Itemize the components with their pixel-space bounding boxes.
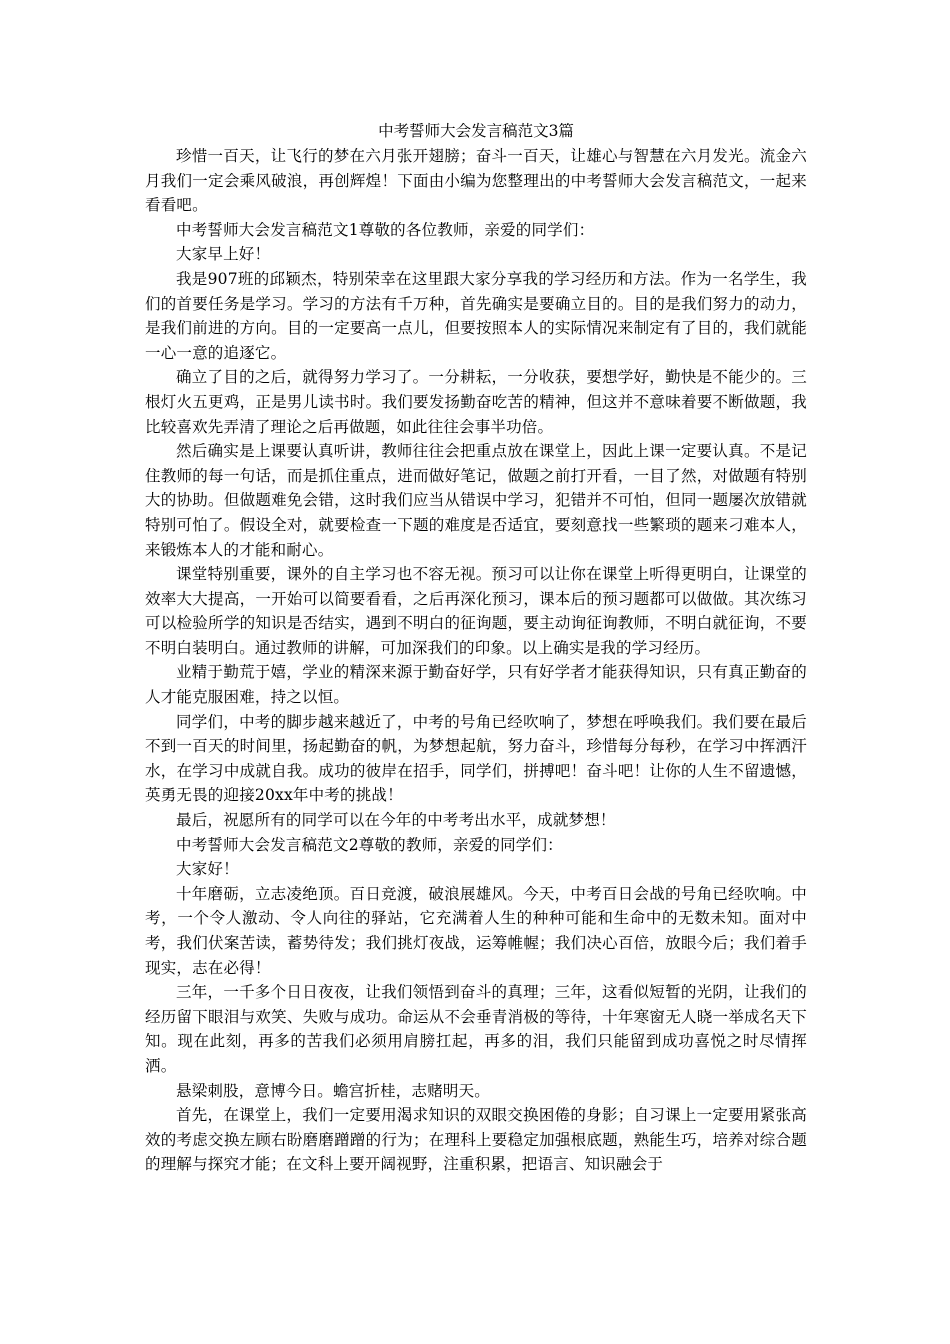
document-body	[145, 144, 807, 1177]
paragraph: 十年磨砺，立志凌绝顶。百日竞渡，破浪展雄风。今天，中考百日会战的号角已经吹响。中考，一个令人激动、令人向往的驿站，它充满着人生的种种可能和生命中的无数未知。面对中考，我们伏案苦读，蓄势待发；我们挑灯夜战，运筹帷幄；我们决心百倍，放眼今后；我们着手现实，志在必得！	[145, 884, 807, 977]
paragraph: 同学们，中考的脚步越来越近了，中考的号角已经吹响了，梦想在呼唤我们。我们要在最后不到一百天的时间里，扬起勤奋的帆，为梦想起航，努力奋斗，珍惜每分每秒，在学习中挥洒汗水，在学习中成就自我。成功的彼岸在招手，同学们，拼搏吧！奋斗吧！让你的人生不留遗憾，英勇无畏的迎接20xx年中考的挑战！	[145, 712, 807, 805]
paragraph: 首先，在课堂上，我们一定要用渴求知识的双眼交换困倦的身影；自习课上一定要用紧张高效的考虑交换左顾右盼磨磨蹭蹭的行为；在理科上要稳定加强根底题，熟能生巧，培养对综合题的理解与探究才能；在文科上要开阔视野，注重积累，把语言、知识融会于	[145, 1106, 807, 1174]
section-heading: 中考誓师大会发言稿范文2尊敬的教师，亲爱的同学们：	[176, 835, 563, 854]
paragraph: 悬梁刺股，意博今日。蟾宫折桂，志赌明天。	[176, 1081, 491, 1100]
paragraph: 三年，一千多个日日夜夜，让我们领悟到奋斗的真理；三年，这看似短暂的光阴，让我们的经历留下眼泪与欢笑、失败与成功。命运从不会垂青消极的等待，十年寒窗无人晓一举成名天下知。现在此刻，再多的苦我们必须用肩膀扛起，再多的泪，我们只能留到成功喜悦之时尽情挥洒。	[145, 983, 807, 1075]
document-page	[145, 120, 807, 1177]
paragraph: 业精于勤荒于嬉，学业的精深来源于勤奋好学，只有好学者才能获得知识，只有真正勤奋的人才能克服困难，持之以恒。	[145, 663, 807, 707]
greeting: 大家好！	[176, 860, 239, 879]
paragraph: 课堂特别重要，课外的自主学习也不容无视。预习可以让你在课堂上听得更明白，让课堂的效率大大提高，一开始可以简要看看，之后再深化预习，课本后的预习题都可以做做。其次练习可以检验所学的知识是否结实，遇到不明白的征询题，要主动询征询教师，不明白就征询，不要不明白装明白。通过教师的讲解，可加深我们的印象。以上确实是我的学习经历。	[145, 565, 807, 657]
paragraph: 确立了目的之后，就得努力学习了。一分耕耘，一分收获，要想学好，勤快是不能少的。三根灯火五更鸡，正是男儿读书时。我们要发扬勤奋吃苦的精神，但这并不意味着要不断做题，我比较喜欢先弄清了理论之后再做题，如此往往会事半功倍。	[145, 368, 807, 436]
greeting: 大家早上好！	[176, 245, 271, 264]
paragraph: 珍惜一百天，让飞行的梦在六月张开翅膀；奋斗一百天，让雄心与智慧在六月发光。流金六月我们一定会乘风破浪，再创辉煌！下面由小编为您整理出的中考誓师大会发言稿范文，一起来看看吧。	[145, 147, 807, 215]
paragraph: 然后确实是上课要认真听讲，教师往往会把重点放在课堂上，因此上课一定要认真。不是记住教师的每一句话，而是抓住重点，进而做好笔记，做题之前打开看，一目了然，对做题有特别大的协助。但做题难免会错，这时我们应当从错误中学习，犯错并不可怕，但同一题屡次放错就特别可怕了。假设全对，就要检查一下题的难度是否适宜，要刻意找一些繁琐的题来刁难本人，来锻炼本人的才能和耐心。	[145, 442, 807, 559]
document-title: 中考誓师大会发言稿范文3篇	[378, 122, 574, 140]
section-heading: 中考誓师大会发言稿范文1尊敬的各位教师，亲爱的同学们：	[176, 220, 595, 239]
paragraph: 最后，祝愿所有的同学可以在今年的中考考出水平，成就梦想！	[176, 811, 616, 830]
paragraph: 我是907班的邱颖杰，特别荣幸在这里跟大家分享我的学习经历和方法。作为一名学生，我们的首要任务是学习。学习的方法有千万种，首先确实是要确立目的。目的是我们努力的动力，是我们前进的方向。目的一定要高一点儿，但要按照本人的实际情况来制定有了目的，我们就能一心一意的追逐它。	[145, 269, 807, 362]
